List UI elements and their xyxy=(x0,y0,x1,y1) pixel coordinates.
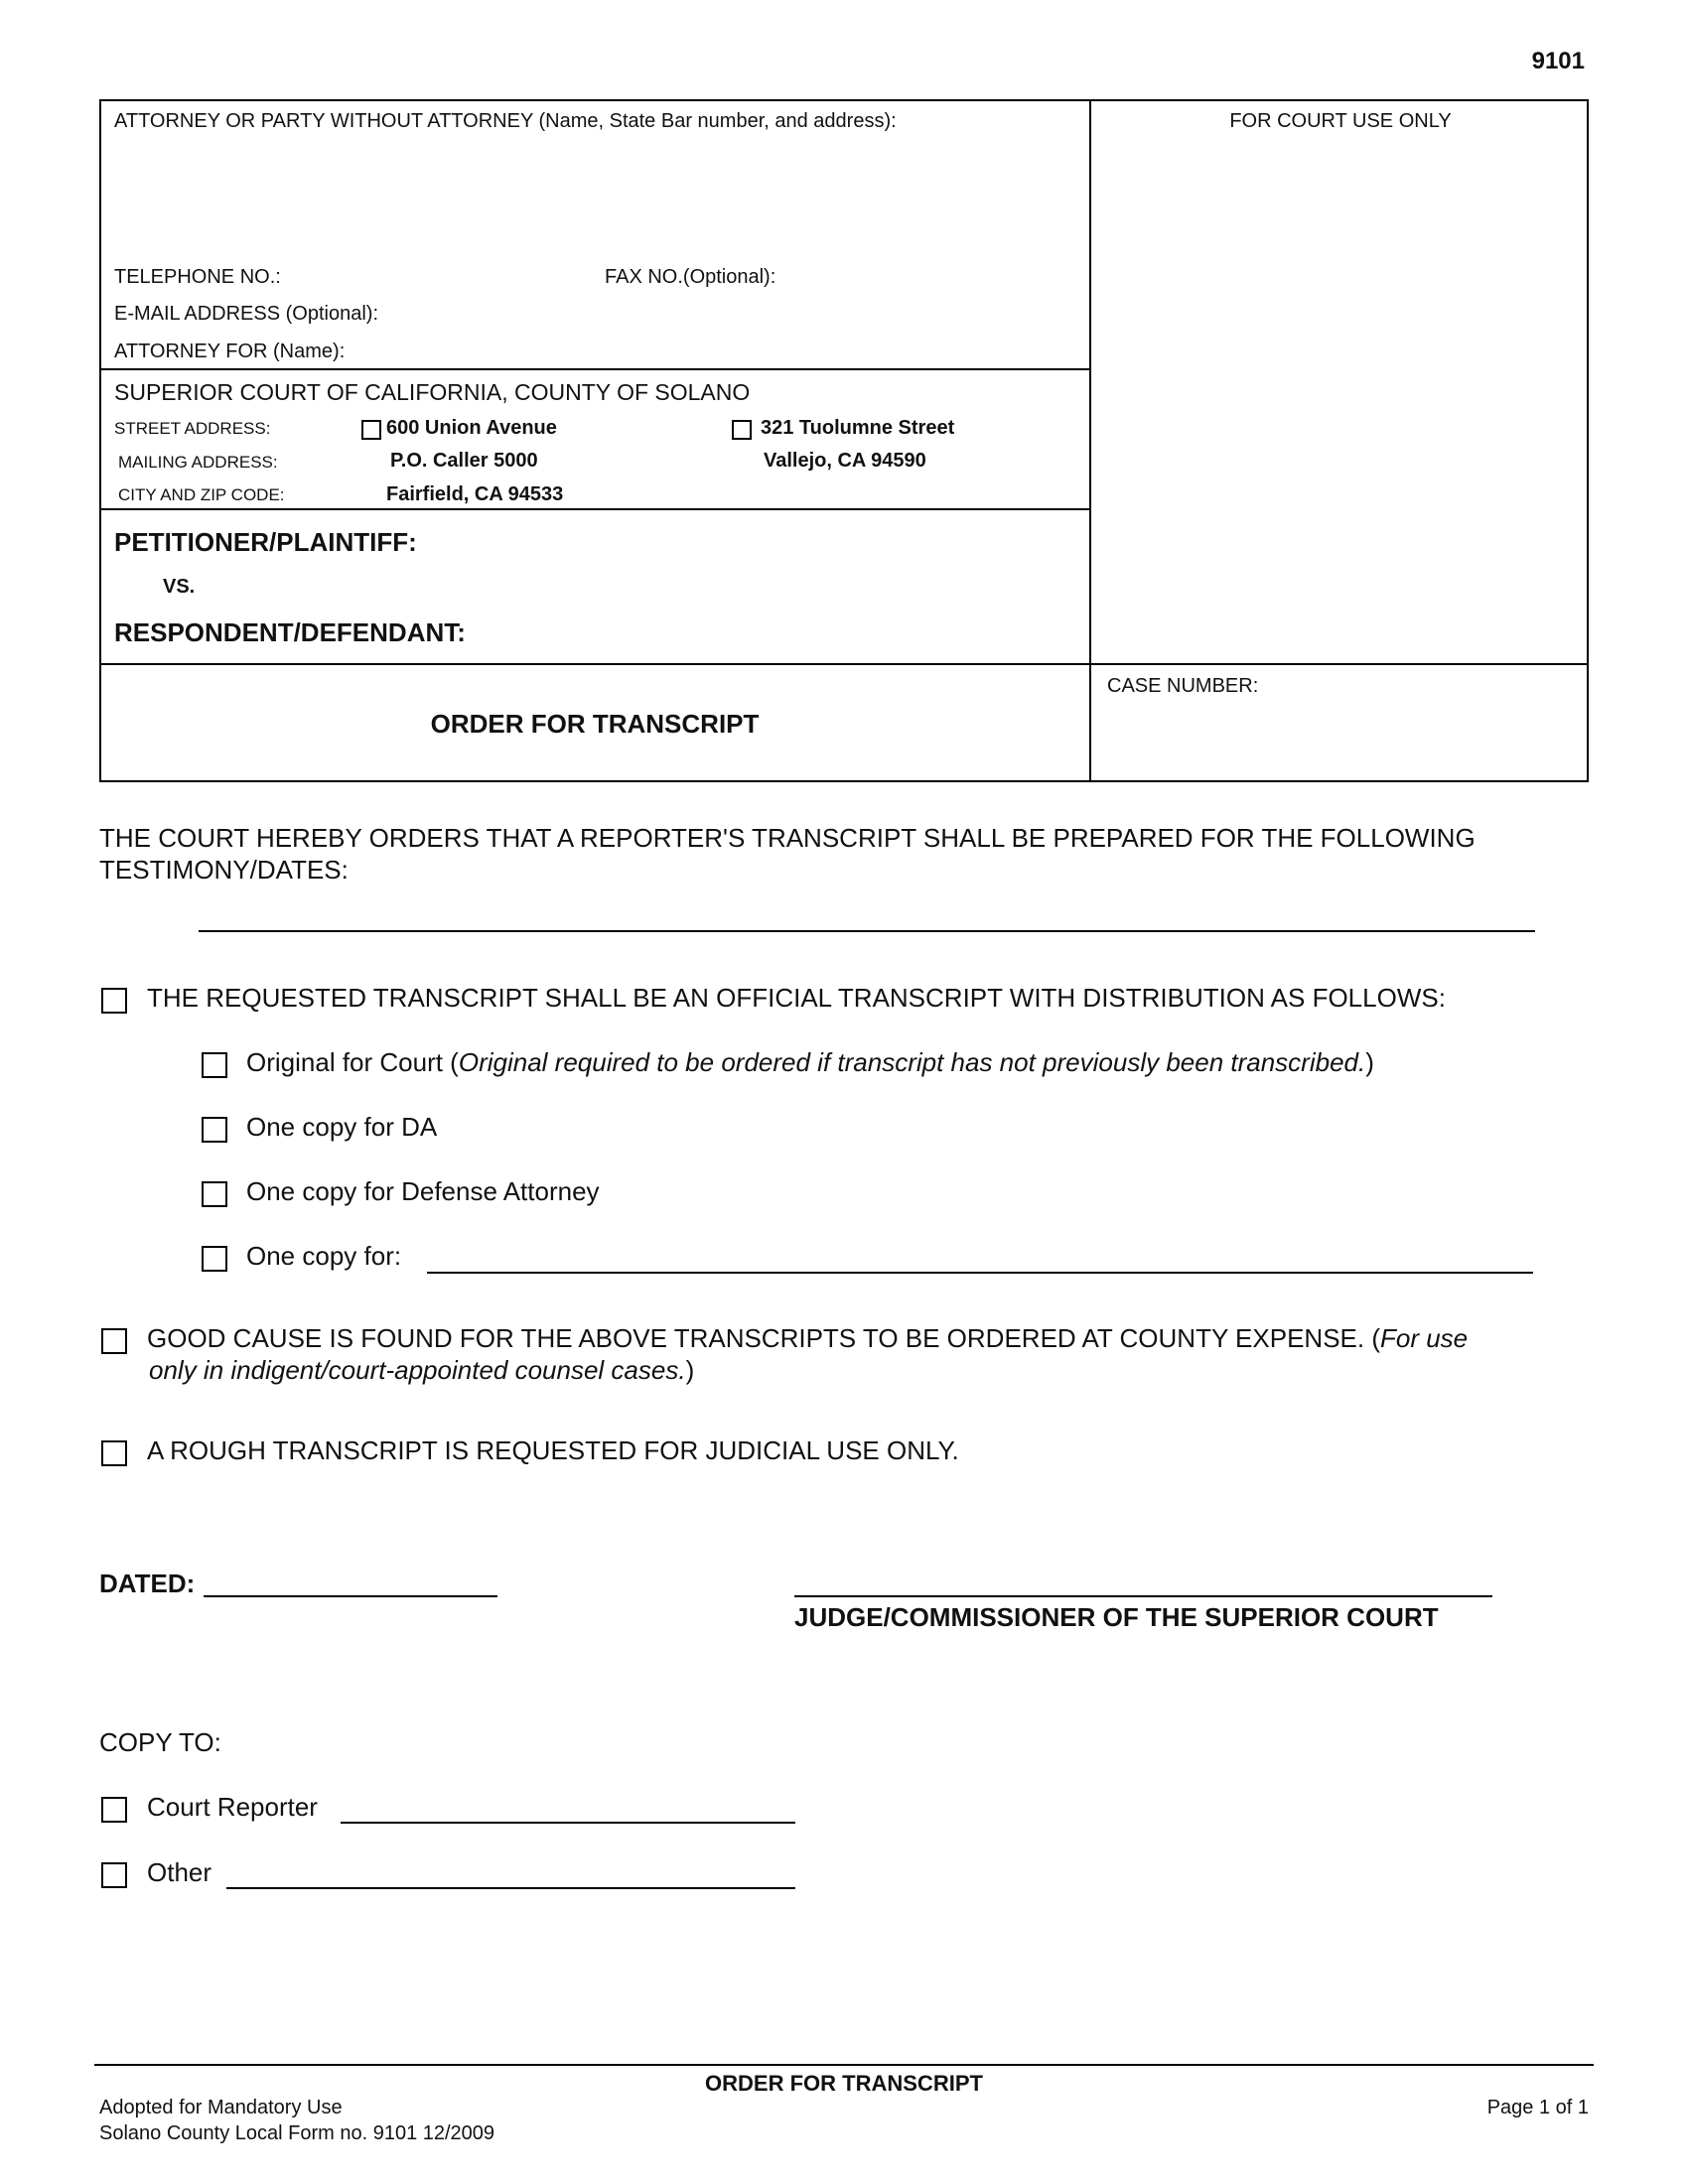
respondent-label: RESPONDENT/DEFENDANT: xyxy=(114,617,466,647)
rough-transcript-checkbox[interactable] xyxy=(101,1440,127,1466)
good-cause-close: ) xyxy=(685,1355,695,1385)
good-cause-note-2: only in indigent/court-appointed counsel cases. xyxy=(149,1355,686,1385)
court-section-divider xyxy=(99,508,1090,510)
official-transcript-checkbox[interactable] xyxy=(101,988,127,1014)
city-zip-label: CITY AND ZIP CODE: xyxy=(118,485,285,504)
footer-title: ORDER FOR TRANSCRIPT xyxy=(705,2071,983,2096)
judge-signature-line[interactable] xyxy=(794,1595,1492,1597)
parties-section-divider xyxy=(99,663,1589,665)
dated-label: DATED: xyxy=(99,1569,196,1598)
court-name: SUPERIOR COURT OF CALIFORNIA, COUNTY OF SOLANO xyxy=(114,379,751,405)
copy-da-checkbox[interactable] xyxy=(202,1117,227,1143)
order-text: THE COURT HEREBY ORDERS THAT A REPORTER'S TRANSCRIPT SHALL BE PREPARED FOR THE FOLLOWING TESTIMONY/DATES: xyxy=(99,823,1476,885)
other-label: Other xyxy=(147,1857,212,1887)
footer-form-ref: Solano County Local Form no. 9101 12/2009 xyxy=(99,2122,495,2144)
copy-to-label: COPY TO: xyxy=(99,1727,221,1757)
footer-adopted: Adopted for Mandatory Use xyxy=(99,2097,343,2118)
rough-transcript-label: A ROUGH TRANSCRIPT IS REQUESTED FOR JUDICIAL USE ONLY. xyxy=(147,1435,959,1465)
vallejo-mailing: Vallejo, CA 94590 xyxy=(764,450,926,472)
caption-box xyxy=(99,99,1589,782)
original-for-court-checkbox[interactable] xyxy=(202,1052,227,1078)
court-reporter-label: Court Reporter xyxy=(147,1792,318,1822)
attorney-label: ATTORNEY OR PARTY WITHOUT ATTORNEY (Name, State Bar number, and address): xyxy=(114,110,897,132)
original-label-text: Original for Court ( xyxy=(246,1047,459,1077)
telephone-label: TELEPHONE NO.: xyxy=(114,266,281,288)
good-cause-checkbox[interactable] xyxy=(101,1328,127,1354)
testimony-dates-line[interactable] xyxy=(199,930,1535,932)
fairfield-location-checkbox[interactable] xyxy=(361,420,381,440)
copy-for-line[interactable] xyxy=(427,1272,1533,1274)
caption-divider xyxy=(1089,99,1091,782)
street-address-label: STREET ADDRESS: xyxy=(114,419,271,438)
judge-label: JUDGE/COMMISSIONER OF THE SUPERIOR COURT xyxy=(794,1602,1439,1632)
good-cause-line1 xyxy=(147,1323,1468,1354)
vs-label: VS. xyxy=(163,576,196,598)
copy-da-label: One copy for DA xyxy=(246,1112,438,1142)
good-cause-line2 xyxy=(149,1355,694,1386)
attorney-section-divider xyxy=(99,368,1090,370)
case-number-label: CASE NUMBER: xyxy=(1107,675,1259,697)
vallejo-street: 321 Tuolumne Street xyxy=(761,417,955,439)
court-use-label: FOR COURT USE ONLY xyxy=(1229,110,1452,132)
copy-defense-checkbox[interactable] xyxy=(202,1181,227,1207)
original-note: Original required to be ordered if transcript has not previously been transcribed. xyxy=(458,1047,1366,1077)
copy-defense-label: One copy for Defense Attorney xyxy=(246,1176,600,1206)
document-title: ORDER FOR TRANSCRIPT xyxy=(430,709,760,739)
court-reporter-checkbox[interactable] xyxy=(101,1797,127,1823)
mailing-address-label: MAILING ADDRESS: xyxy=(118,453,278,472)
official-transcript-label: THE REQUESTED TRANSCRIPT SHALL BE AN OFFICIAL TRANSCRIPT WITH DISTRIBUTION AS FOLLOWS: xyxy=(147,983,1446,1013)
vallejo-location-checkbox[interactable] xyxy=(732,420,752,440)
fax-label: FAX NO.(Optional): xyxy=(605,266,776,288)
other-checkbox[interactable] xyxy=(101,1862,127,1888)
petitioner-label: PETITIONER/PLAINTIFF: xyxy=(114,527,417,557)
fairfield-street: 600 Union Avenue xyxy=(386,417,557,439)
good-cause-note-1: For use xyxy=(1379,1323,1469,1353)
footer-page: Page 1 of 1 xyxy=(1486,2097,1589,2118)
copy-for-checkbox[interactable] xyxy=(202,1246,227,1272)
other-line[interactable] xyxy=(226,1887,795,1889)
copy-for-label: One copy for: xyxy=(246,1241,402,1271)
original-close: ) xyxy=(1365,1047,1374,1077)
good-cause-text: GOOD CAUSE IS FOUND FOR THE ABOVE TRANSCRIPTS TO BE ORDERED AT COUNTY EXPENSE. ( xyxy=(147,1323,1380,1353)
email-label: E-MAIL ADDRESS (Optional): xyxy=(114,303,379,325)
form-number: 9101 xyxy=(1531,48,1585,74)
dated-line[interactable] xyxy=(204,1595,497,1597)
original-for-court-label xyxy=(246,1047,1374,1078)
footer-rule xyxy=(94,2064,1594,2066)
attorney-for-label: ATTORNEY FOR (Name): xyxy=(114,341,346,362)
fairfield-mailing: P.O. Caller 5000 xyxy=(390,450,538,472)
court-reporter-line[interactable] xyxy=(341,1822,795,1824)
fairfield-city: Fairfield, CA 94533 xyxy=(386,483,564,505)
